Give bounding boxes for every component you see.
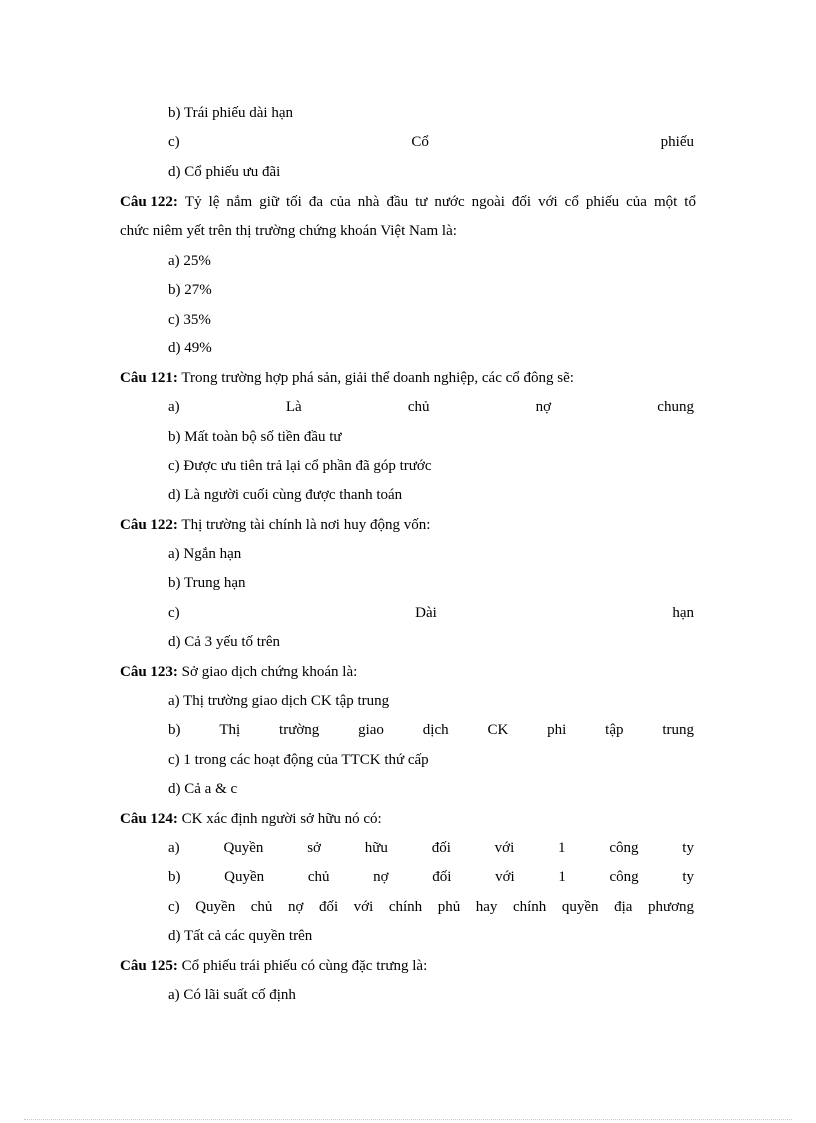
question-125 bbox=[120, 957, 696, 975]
word: Quyền bbox=[224, 869, 265, 885]
word: lệ bbox=[208, 194, 220, 210]
word: chính bbox=[388, 899, 423, 915]
word: hạn bbox=[672, 605, 694, 621]
question-122-line2: chức niêm yết trên thị trường chứng khoán Việt Nam là: bbox=[120, 223, 457, 239]
word: công bbox=[609, 869, 639, 885]
question-text: Trong trường hợp phá sản, giải thể doanh nghiệp, các cổ đông sẽ: bbox=[177, 370, 574, 386]
word: chủ bbox=[307, 869, 330, 885]
word: đối bbox=[432, 869, 452, 885]
word: ty bbox=[682, 840, 694, 856]
option-c bbox=[168, 604, 694, 622]
option-d: d) 49% bbox=[168, 340, 212, 356]
word: trường bbox=[279, 722, 320, 738]
word: nợ bbox=[287, 899, 304, 915]
word: CK bbox=[487, 722, 509, 738]
word: Thị bbox=[219, 722, 241, 738]
option-a bbox=[168, 398, 694, 416]
question-label: Câu 121: bbox=[120, 370, 178, 386]
option-d: d) Cả 3 yếu tố trên bbox=[168, 634, 281, 650]
word: sở bbox=[307, 840, 321, 856]
word: nước bbox=[434, 194, 465, 210]
option-b bbox=[168, 868, 694, 886]
word: nợ bbox=[535, 399, 552, 415]
question-text: CK xác định người sở hữu nó có: bbox=[177, 811, 382, 827]
word: c) bbox=[168, 899, 180, 915]
word: của bbox=[329, 194, 351, 210]
word: đầu bbox=[386, 194, 409, 210]
word: a) bbox=[168, 840, 180, 856]
word: giao bbox=[358, 722, 384, 738]
word: tối bbox=[285, 194, 302, 210]
question-text: Cổ phiếu trái phiếu có cùng đặc trưng là: bbox=[177, 958, 428, 974]
word: một bbox=[653, 194, 678, 210]
word: công bbox=[609, 840, 639, 856]
word: Quyền bbox=[195, 899, 236, 915]
word: chủ bbox=[407, 399, 430, 415]
word: ty bbox=[682, 869, 694, 885]
option-a bbox=[168, 839, 694, 857]
option-b: b) Trái phiếu dài hạn bbox=[168, 105, 293, 121]
word: cổ bbox=[564, 194, 579, 210]
option-c: c) 1 trong các hoạt động của TTCK thứ cấp bbox=[168, 752, 429, 768]
question-label: Câu 123: bbox=[120, 664, 178, 680]
word: trung bbox=[662, 722, 694, 738]
word: với bbox=[495, 869, 515, 885]
option-c: c) Được ưu tiên trả lại cổ phần đã góp trước bbox=[168, 458, 432, 474]
word: tư bbox=[415, 194, 428, 210]
word: 1 bbox=[558, 869, 566, 885]
option-d: d) Là người cuối cùng được thanh toán bbox=[168, 487, 403, 503]
word: ngoài bbox=[471, 194, 505, 210]
word: đối bbox=[431, 840, 451, 856]
word: với bbox=[353, 899, 374, 915]
word: hữu bbox=[364, 840, 388, 856]
page-bottom-divider bbox=[24, 1119, 792, 1120]
option-b: b) Trung hạn bbox=[168, 575, 246, 591]
question-label: Câu 122: bbox=[120, 517, 178, 533]
word: 1 bbox=[558, 840, 566, 856]
word: địa bbox=[614, 899, 633, 915]
word: a) bbox=[168, 399, 180, 415]
question-123 bbox=[120, 663, 696, 681]
word: Tỷ bbox=[184, 194, 202, 210]
word: đa bbox=[308, 194, 323, 210]
word: phương bbox=[647, 899, 694, 915]
word: với bbox=[538, 194, 558, 210]
question-text: Sở giao dịch chứng khoán là: bbox=[177, 664, 358, 680]
word: của bbox=[626, 194, 647, 210]
option-b bbox=[168, 721, 694, 739]
word: phiếu bbox=[585, 194, 620, 210]
word: phi bbox=[547, 722, 567, 738]
word: giữ bbox=[259, 194, 279, 210]
question-label: Câu 122: bbox=[120, 194, 178, 210]
word: Cổ bbox=[411, 134, 429, 150]
word: nắm bbox=[226, 194, 253, 210]
word: đối bbox=[318, 899, 339, 915]
word: đối bbox=[511, 194, 532, 210]
option-c bbox=[168, 898, 694, 916]
word: Quyền bbox=[223, 840, 264, 856]
option-a: a) Thị trường giao dịch CK tập trung bbox=[168, 693, 390, 709]
question-122 bbox=[120, 516, 696, 534]
question-122-line1 bbox=[120, 193, 696, 211]
word: c) bbox=[168, 134, 180, 150]
word: tổ bbox=[684, 194, 696, 210]
word: phủ bbox=[437, 899, 461, 915]
word: với bbox=[494, 840, 515, 856]
option-d: d) Cả a & c bbox=[168, 781, 238, 797]
option-d: d) Tất cả các quyền trên bbox=[168, 928, 313, 944]
word: tập bbox=[605, 722, 624, 738]
word: b) bbox=[168, 722, 181, 738]
word: dịch bbox=[422, 722, 449, 738]
word: nhà bbox=[357, 194, 380, 210]
word: nợ bbox=[373, 869, 389, 885]
word: quyền bbox=[561, 899, 599, 915]
question-text: Thị trường tài chính là nơi huy động vốn: bbox=[177, 517, 431, 533]
option-a: a) Ngắn hạn bbox=[168, 546, 242, 562]
question-label: Câu 125: bbox=[120, 958, 178, 974]
option-a: a) 25% bbox=[168, 253, 211, 269]
question-label: Câu 124: bbox=[120, 811, 178, 827]
option-b: b) 27% bbox=[168, 282, 212, 298]
word: chính bbox=[512, 899, 547, 915]
word: b) bbox=[168, 869, 181, 885]
option-c: c) 35% bbox=[168, 312, 211, 328]
question-121 bbox=[120, 369, 696, 387]
option-c bbox=[168, 133, 694, 151]
word: Là bbox=[285, 399, 302, 415]
question-124 bbox=[120, 810, 696, 828]
option-b: b) Mất toàn bộ số tiền đầu tư bbox=[168, 429, 342, 445]
option-d: d) Cổ phiếu ưu đãi bbox=[168, 164, 281, 180]
word: chủ bbox=[250, 899, 273, 915]
word: Dài bbox=[415, 605, 437, 621]
word: c) bbox=[168, 605, 180, 621]
word: hay bbox=[475, 899, 498, 915]
word: phiếu bbox=[660, 134, 694, 150]
option-a: a) Có lãi suất cố định bbox=[168, 987, 296, 1003]
word: chung bbox=[657, 399, 694, 415]
